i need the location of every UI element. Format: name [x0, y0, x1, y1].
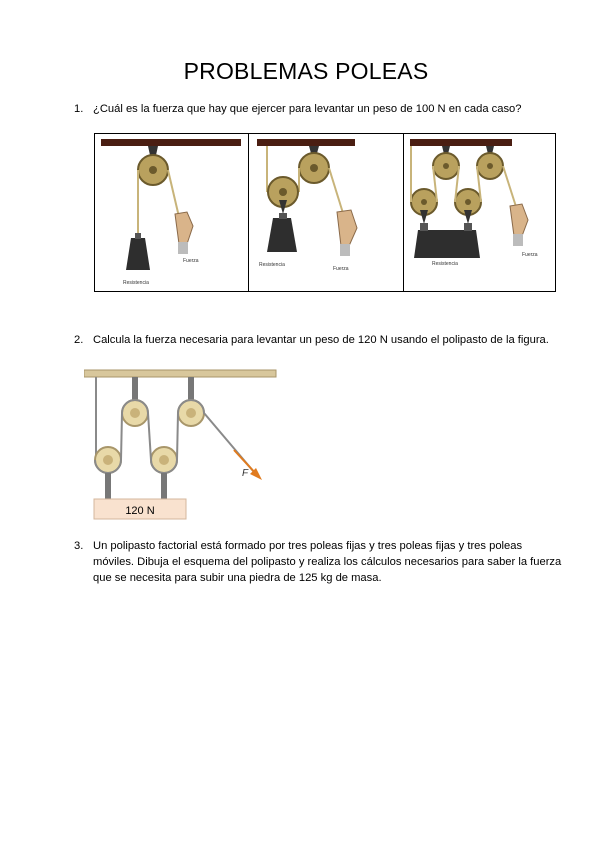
label-fuerza: Fuerza — [183, 258, 199, 264]
label-fuerza: Fuerza — [522, 252, 538, 258]
question-text: Calcula la fuerza necesaria para levantar un peso de 120 N usando el polipasto de la figura. — [93, 334, 549, 346]
label-resistencia: Resistencia — [259, 262, 285, 268]
force-label: F — [242, 468, 249, 479]
weight — [126, 238, 150, 270]
polipasto-figure — [84, 368, 284, 522]
ceiling-bar — [84, 370, 276, 377]
label-resistencia: Resistencia — [432, 261, 458, 267]
label-resistencia: Resistencia — [123, 280, 149, 286]
label-fuerza: Fuerza — [333, 266, 349, 272]
weight-label: 120 N — [125, 505, 155, 517]
hand — [337, 210, 357, 246]
panel-single-pulley — [95, 134, 248, 291]
ceiling-beam — [257, 139, 355, 146]
question-number: 1. — [74, 103, 84, 115]
panel-two-pulleys — [248, 134, 404, 291]
question-text-line: Un polipasto factorial está formado por tres poleas fijas y tres poleas fijas y tres poleas — [93, 540, 523, 552]
question-text: ¿Cuál es la fuerza que hay que ejercer para levantar un peso de 100 N en cada caso? — [93, 103, 522, 115]
question-number: 3. — [74, 540, 84, 552]
ceiling-beam — [410, 139, 512, 146]
pulley-figure-table — [94, 133, 556, 292]
weight — [267, 218, 297, 252]
weight — [414, 230, 480, 258]
panel-four-pulleys — [403, 134, 556, 291]
page-title: PROBLEMAS POLEAS — [183, 58, 429, 84]
hand — [175, 212, 193, 244]
ceiling-beam — [101, 139, 241, 146]
question-text-line: que se necesita para subir una piedra de 125 kg de masa. — [93, 572, 382, 584]
question-number: 2. — [74, 334, 84, 346]
question-3 — [74, 538, 574, 586]
hand — [510, 204, 528, 236]
question-text-line: móviles. Dibuja el esquema del polipasto y realiza los cálculos necesarios para saber la fuerza — [93, 556, 562, 568]
